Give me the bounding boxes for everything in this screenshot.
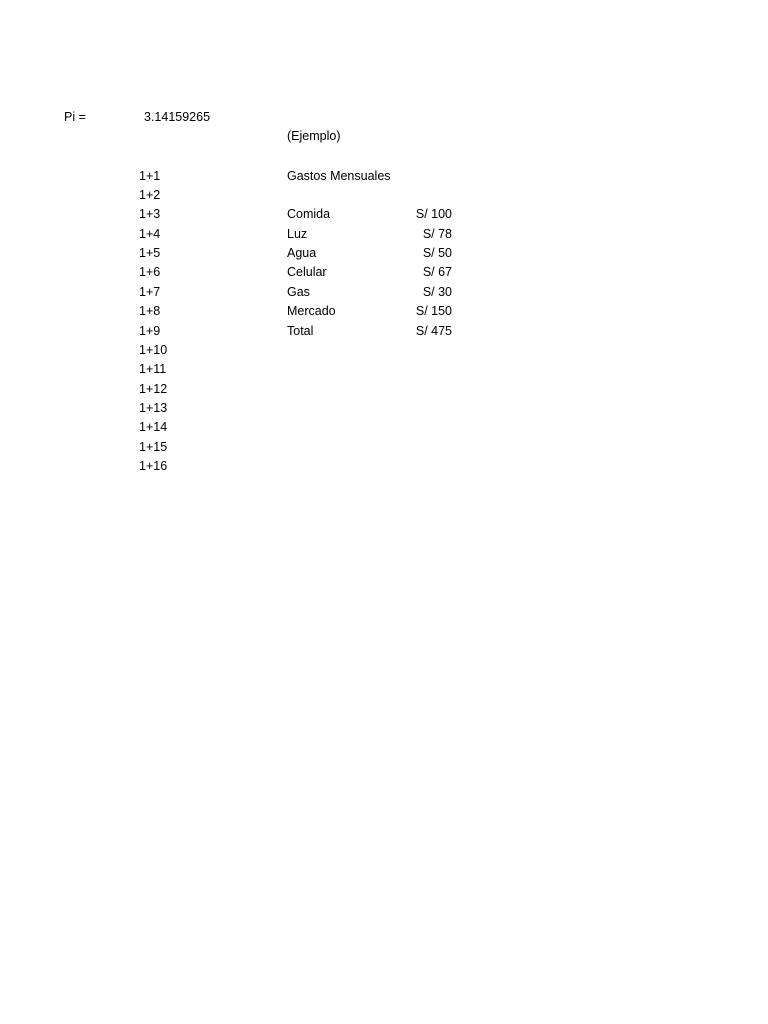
sequence-item: 1+14	[139, 420, 168, 434]
sequence-item: 1+15	[139, 440, 168, 454]
expense-name: Agua	[287, 246, 317, 260]
sequence-item: 1+16	[139, 459, 168, 473]
sequence-item: 1+4	[139, 227, 161, 241]
expenses-title: Gastos Mensuales	[287, 169, 391, 183]
expense-amount: S/ 50	[422, 246, 452, 260]
expense-name: Celular	[287, 265, 327, 279]
sequence-item: 1+6	[139, 265, 161, 279]
sequence-item: 1+2	[139, 188, 161, 202]
expense-name: Gas	[287, 285, 310, 299]
sequence-item: 1+13	[139, 401, 168, 415]
expense-amount: S/ 100	[415, 207, 452, 221]
sequence-item: 1+10	[139, 343, 168, 357]
expense-amount: S/ 30	[422, 285, 452, 299]
example-label: (Ejemplo)	[287, 129, 341, 143]
expense-name: Comida	[287, 207, 331, 221]
expense-amount: S/ 150	[415, 304, 452, 318]
expense-name: Mercado	[287, 304, 336, 318]
pi-value: 3.14159265	[144, 110, 211, 124]
expense-amount: S/ 67	[422, 265, 452, 279]
sequence-item: 1+7	[139, 285, 161, 299]
sequence-item: 1+12	[139, 382, 168, 396]
expense-name: Luz	[287, 227, 308, 241]
sequence-item: 1+1	[139, 169, 161, 183]
sequence-item: 1+8	[139, 304, 161, 318]
sequence-item: 1+5	[139, 246, 161, 260]
expense-total-amount: S/ 475	[415, 324, 452, 338]
sequence-item: 1+3	[139, 207, 161, 221]
pi-label: Pi =	[64, 110, 86, 124]
sequence-item: 1+11	[139, 362, 167, 376]
expense-total-label: Total	[287, 324, 314, 338]
sequence-item: 1+9	[139, 324, 161, 338]
expense-amount: S/ 78	[422, 227, 452, 241]
